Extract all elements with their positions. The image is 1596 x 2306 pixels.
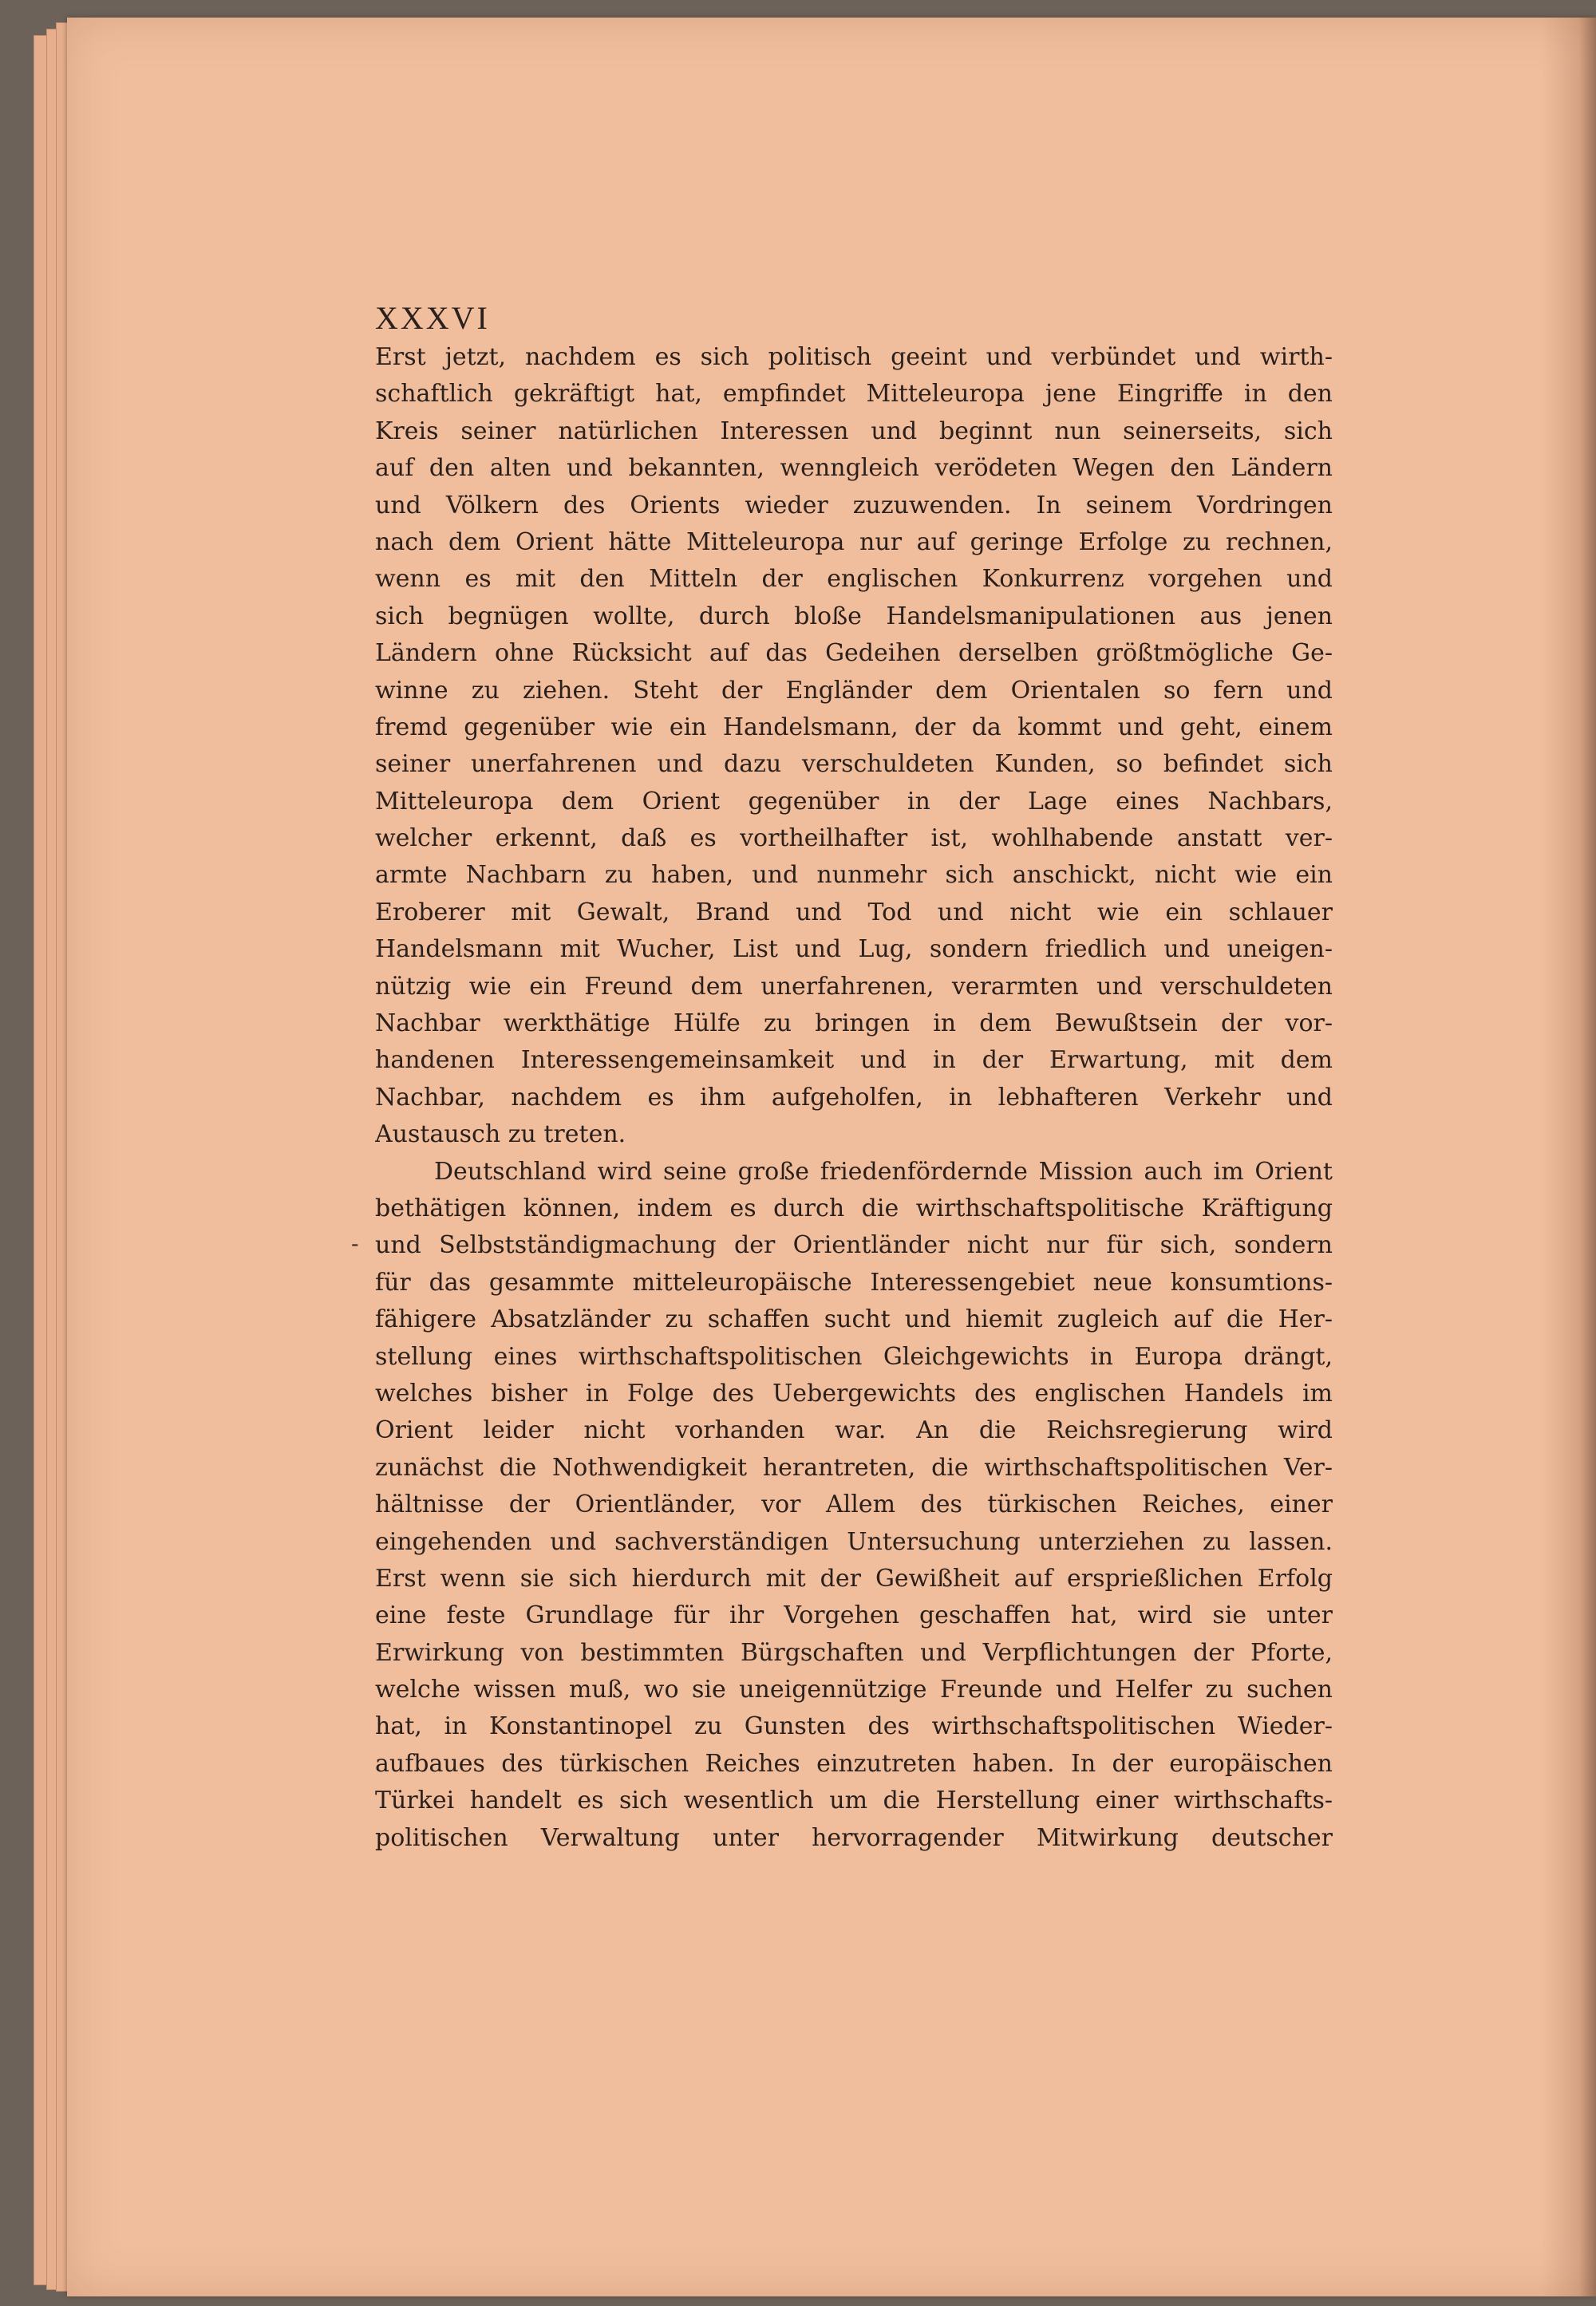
text-line: Handelsmann mit Wucher, List und Lug, sondern friedlich und uneigen- xyxy=(375,935,1333,964)
margin-mark: - xyxy=(351,1230,359,1257)
text-line: hat, in Konstantinopel zu Gunsten des wirthschaftspolitischen Wieder- xyxy=(375,1712,1333,1741)
text-line: handenen Interessengemeinsamkeit und in der Erwartung, mit dem xyxy=(375,1046,1333,1075)
text-line: eine feste Grundlage für ihr Vorgehen geschaffen hat, wird sie unter xyxy=(375,1601,1333,1630)
text-line: seiner unerfahrenen und dazu verschuldeten Kunden, so befindet sich xyxy=(375,750,1333,779)
text-line: armte Nachbarn zu haben, und nunmehr sich anschickt, nicht wie ein xyxy=(375,861,1333,890)
text-line: Erwirkung von bestimmten Bürgschaften und Verpflichtungen der Pforte, xyxy=(375,1638,1333,1667)
text-line: Erst wenn sie sich hierdurch mit der Gewißheit auf ersprießlichen Erfolg xyxy=(375,1564,1333,1593)
text-line: eingehenden und sachverständigen Untersuchung unterziehen zu lassen. xyxy=(375,1527,1333,1556)
text-line: und Völkern des Orients wieder zuzuwenden. In seinem Vordringen xyxy=(375,491,1333,519)
page-gutter-shadow xyxy=(1540,18,1596,2296)
text-line: aufbaues des türkischen Reiches einzutreten haben. In der europäischen xyxy=(375,1749,1333,1778)
text-line: sich begnügen wollte, durch bloße Handelsmanipulationen aus jenen xyxy=(375,602,1333,630)
text-line: stellung eines wirthschaftspolitischen Gleichgewichts in Europa drängt, xyxy=(375,1342,1333,1371)
text-line: schaftlich gekräftigt hat, empfindet Mitteleuropa jene Eingriffe in den xyxy=(375,380,1333,409)
text-line: Nachbar werkthätige Hülfe zu bringen in dem Bewußtsein der vor- xyxy=(375,1009,1333,1038)
text-line: nützig wie ein Freund dem unerfahrenen, verarmten und verschuldeten xyxy=(375,972,1333,1001)
text-line: Ländern ohne Rücksicht auf das Gedeihen derselben größtmögliche Ge- xyxy=(375,639,1333,668)
text-line: auf den alten und bekannten, wenngleich verödeten Wegen den Ländern xyxy=(375,454,1333,483)
paragraph-start-line: Deutschland wird seine große friedenfördernde Mission auch im Orient xyxy=(434,1157,1333,1186)
text-line: nach dem Orient hätte Mitteleuropa nur auf geringe Erfolge zu rechnen, xyxy=(375,527,1333,556)
text-line: hältnisse der Orientländer, vor Allem des türkischen Reiches, einer xyxy=(375,1491,1333,1519)
text-line: Türkei handelt es sich wesentlich um die Herstellung einer wirthschafts- xyxy=(375,1787,1333,1815)
text-line: Kreis seiner natürlichen Interessen und beginnt nun seinerseits, sich xyxy=(375,417,1333,445)
page-number: XXXVI xyxy=(375,300,490,336)
text-line: Nachbar, nachdem es ihm aufgeholfen, in lebhafteren Verkehr und xyxy=(375,1083,1333,1112)
text-line: welches bisher in Folge des Uebergewichts des englischen Handels im xyxy=(375,1379,1333,1408)
text-line: Orient leider nicht vorhanden war. An die Reichsregierung wird xyxy=(375,1416,1333,1445)
text-line: welche wissen muß, wo sie uneigennützige Freunde und Helfer zu suchen xyxy=(375,1676,1333,1704)
text-line: Mitteleuropa dem Orient gegenüber in der Lage eines Nachbars, xyxy=(375,787,1333,815)
text-line: winne zu ziehen. Steht der Engländer dem Orientalen so fern und xyxy=(375,676,1333,705)
text-line: bethätigen können, indem es durch die wirthschaftspolitische Kräftigung xyxy=(375,1194,1333,1222)
text-line: Eroberer mit Gewalt, Brand und Tod und nicht wie ein schlauer xyxy=(375,898,1333,926)
text-line: welcher erkennt, daß es vortheilhafter ist, wohlhabende anstatt ver- xyxy=(375,824,1333,853)
text-line: fremd gegenüber wie ein Handelsmann, der da kommt und geht, einem xyxy=(375,713,1333,741)
body-text xyxy=(375,339,1333,1857)
paragraph-end-line: Austausch zu treten. xyxy=(375,1120,626,1149)
text-line: politischen Verwaltung unter hervorragender Mitwirkung deutscher xyxy=(375,1823,1333,1852)
text-line: zunächst die Nothwendigkeit herantreten, die wirthschaftspolitischen Ver- xyxy=(375,1453,1333,1482)
text-line: fähigere Absatzländer zu schaffen sucht und hiemit zugleich auf die Her- xyxy=(375,1305,1333,1334)
text-line: wenn es mit den Mitteln der englischen Konkurrenz vorgehen und xyxy=(375,565,1333,594)
text-line: für das gesammte mitteleuropäische Interessengebiet neue konsumtions- xyxy=(375,1268,1333,1297)
text-line: Erst jetzt, nachdem es sich politisch geeint und verbündet und wirth- xyxy=(375,343,1333,371)
text-line: und Selbstständigmachung der Orientländer nicht nur für sich, sondern xyxy=(375,1231,1333,1260)
